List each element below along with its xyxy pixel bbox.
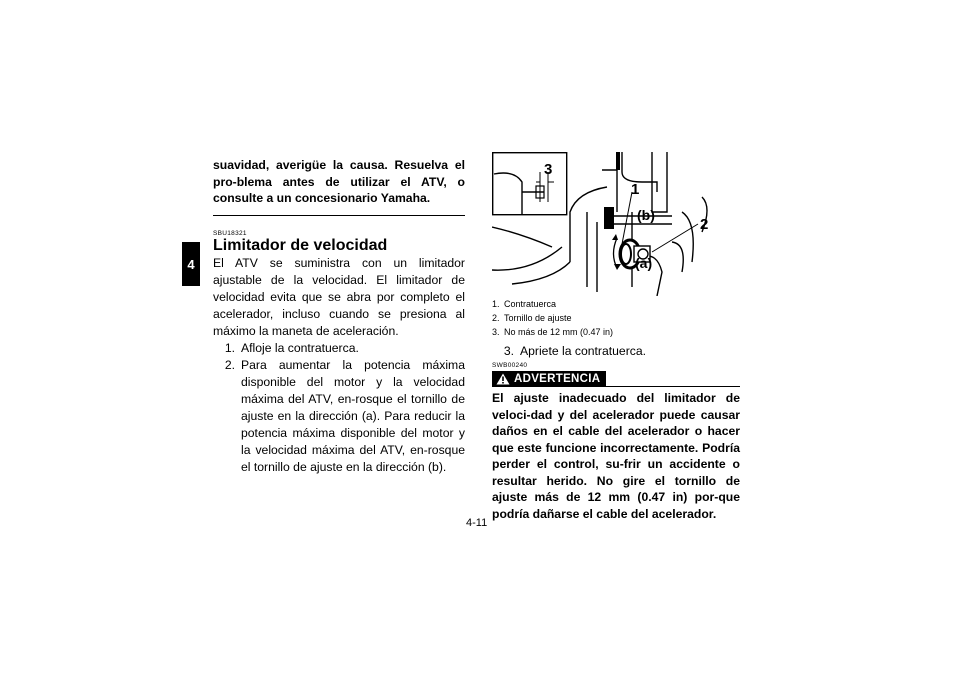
warning-rule (606, 386, 740, 387)
page-number: 4-11 (466, 517, 488, 529)
step-text: Afloje la contratuerca. (241, 340, 359, 355)
warning-label: ADVERTENCIA (514, 373, 601, 385)
left-column (213, 157, 465, 476)
warning-code: SWB00240 (492, 362, 528, 369)
caption-text: Contratuerca (504, 299, 557, 309)
list-item (492, 343, 740, 360)
chapter-tab: 4 (182, 242, 200, 286)
callout-b: (b) (637, 207, 655, 223)
section-code: SBU18321 (213, 229, 247, 237)
step-number: 3. (503, 344, 514, 358)
caption-number: 2. (492, 313, 500, 323)
caption-item (492, 297, 740, 311)
warning-triangle-icon (496, 373, 510, 385)
caption-text: No más de 12 mm (0.47 in) (504, 327, 614, 337)
caption-item (492, 325, 740, 339)
caption-text: Tornillo de ajuste (504, 313, 572, 323)
speed-limiter-illustration (492, 152, 740, 296)
list-item (213, 357, 465, 476)
warning-header (492, 371, 740, 387)
callout-a: (a) (635, 255, 653, 271)
callout-2: 2 (700, 216, 709, 233)
warning-text: El ajuste inadecuado del limitador de veloci-dad y del acelerador puede causar daños en el cable del acelerador o hacer que este funcione incorrectamente. Podría perder el control, su-frir un accidente o resultar herido. No gire el tornillo de ajuste más de 12 mm (0.47 in) por-que podría dañarse el cable del acelerador. (492, 391, 740, 521)
step-number: 1. (224, 340, 235, 355)
intro-paragraph: suavidad, averigüe la causa. Resuelva el pro-blema antes de utilizar el ATV, o consulte a un concesionario Yamaha. (213, 158, 465, 205)
list-item (213, 340, 465, 357)
callout-1: 1 (631, 181, 640, 198)
body-paragraph: El ATV se suministra con un limitador ajustable de la velocidad. El limitador de velocidad evita que se abra por completo el acelerador, incluso cuando se presiona al máximo la maneta de aceleración. (213, 255, 465, 338)
section-divider (213, 215, 465, 216)
callout-3: 3 (544, 161, 553, 178)
figure-caption (492, 297, 740, 339)
section-heading: Limitador de velocidad (213, 236, 388, 254)
step-number: 2. (224, 357, 235, 372)
caption-number: 1. (492, 299, 500, 309)
step-text: Apriete la contratuerca. (520, 344, 647, 358)
caption-number: 3. (492, 327, 500, 337)
step-text: Para aumentar la potencia máxima disponible del motor y la velocidad máxima del ATV, en-rosque el tornillo de ajuste en la dirección (a). Para reducir la potencia máxima disponible del motor y la velocidad máxima del ATV, en-rosque el tornillo de ajuste en la dirección (b). (241, 357, 465, 474)
caption-item (492, 311, 740, 325)
warning-badge (492, 371, 606, 387)
step-list (213, 340, 465, 476)
right-column (492, 343, 740, 522)
